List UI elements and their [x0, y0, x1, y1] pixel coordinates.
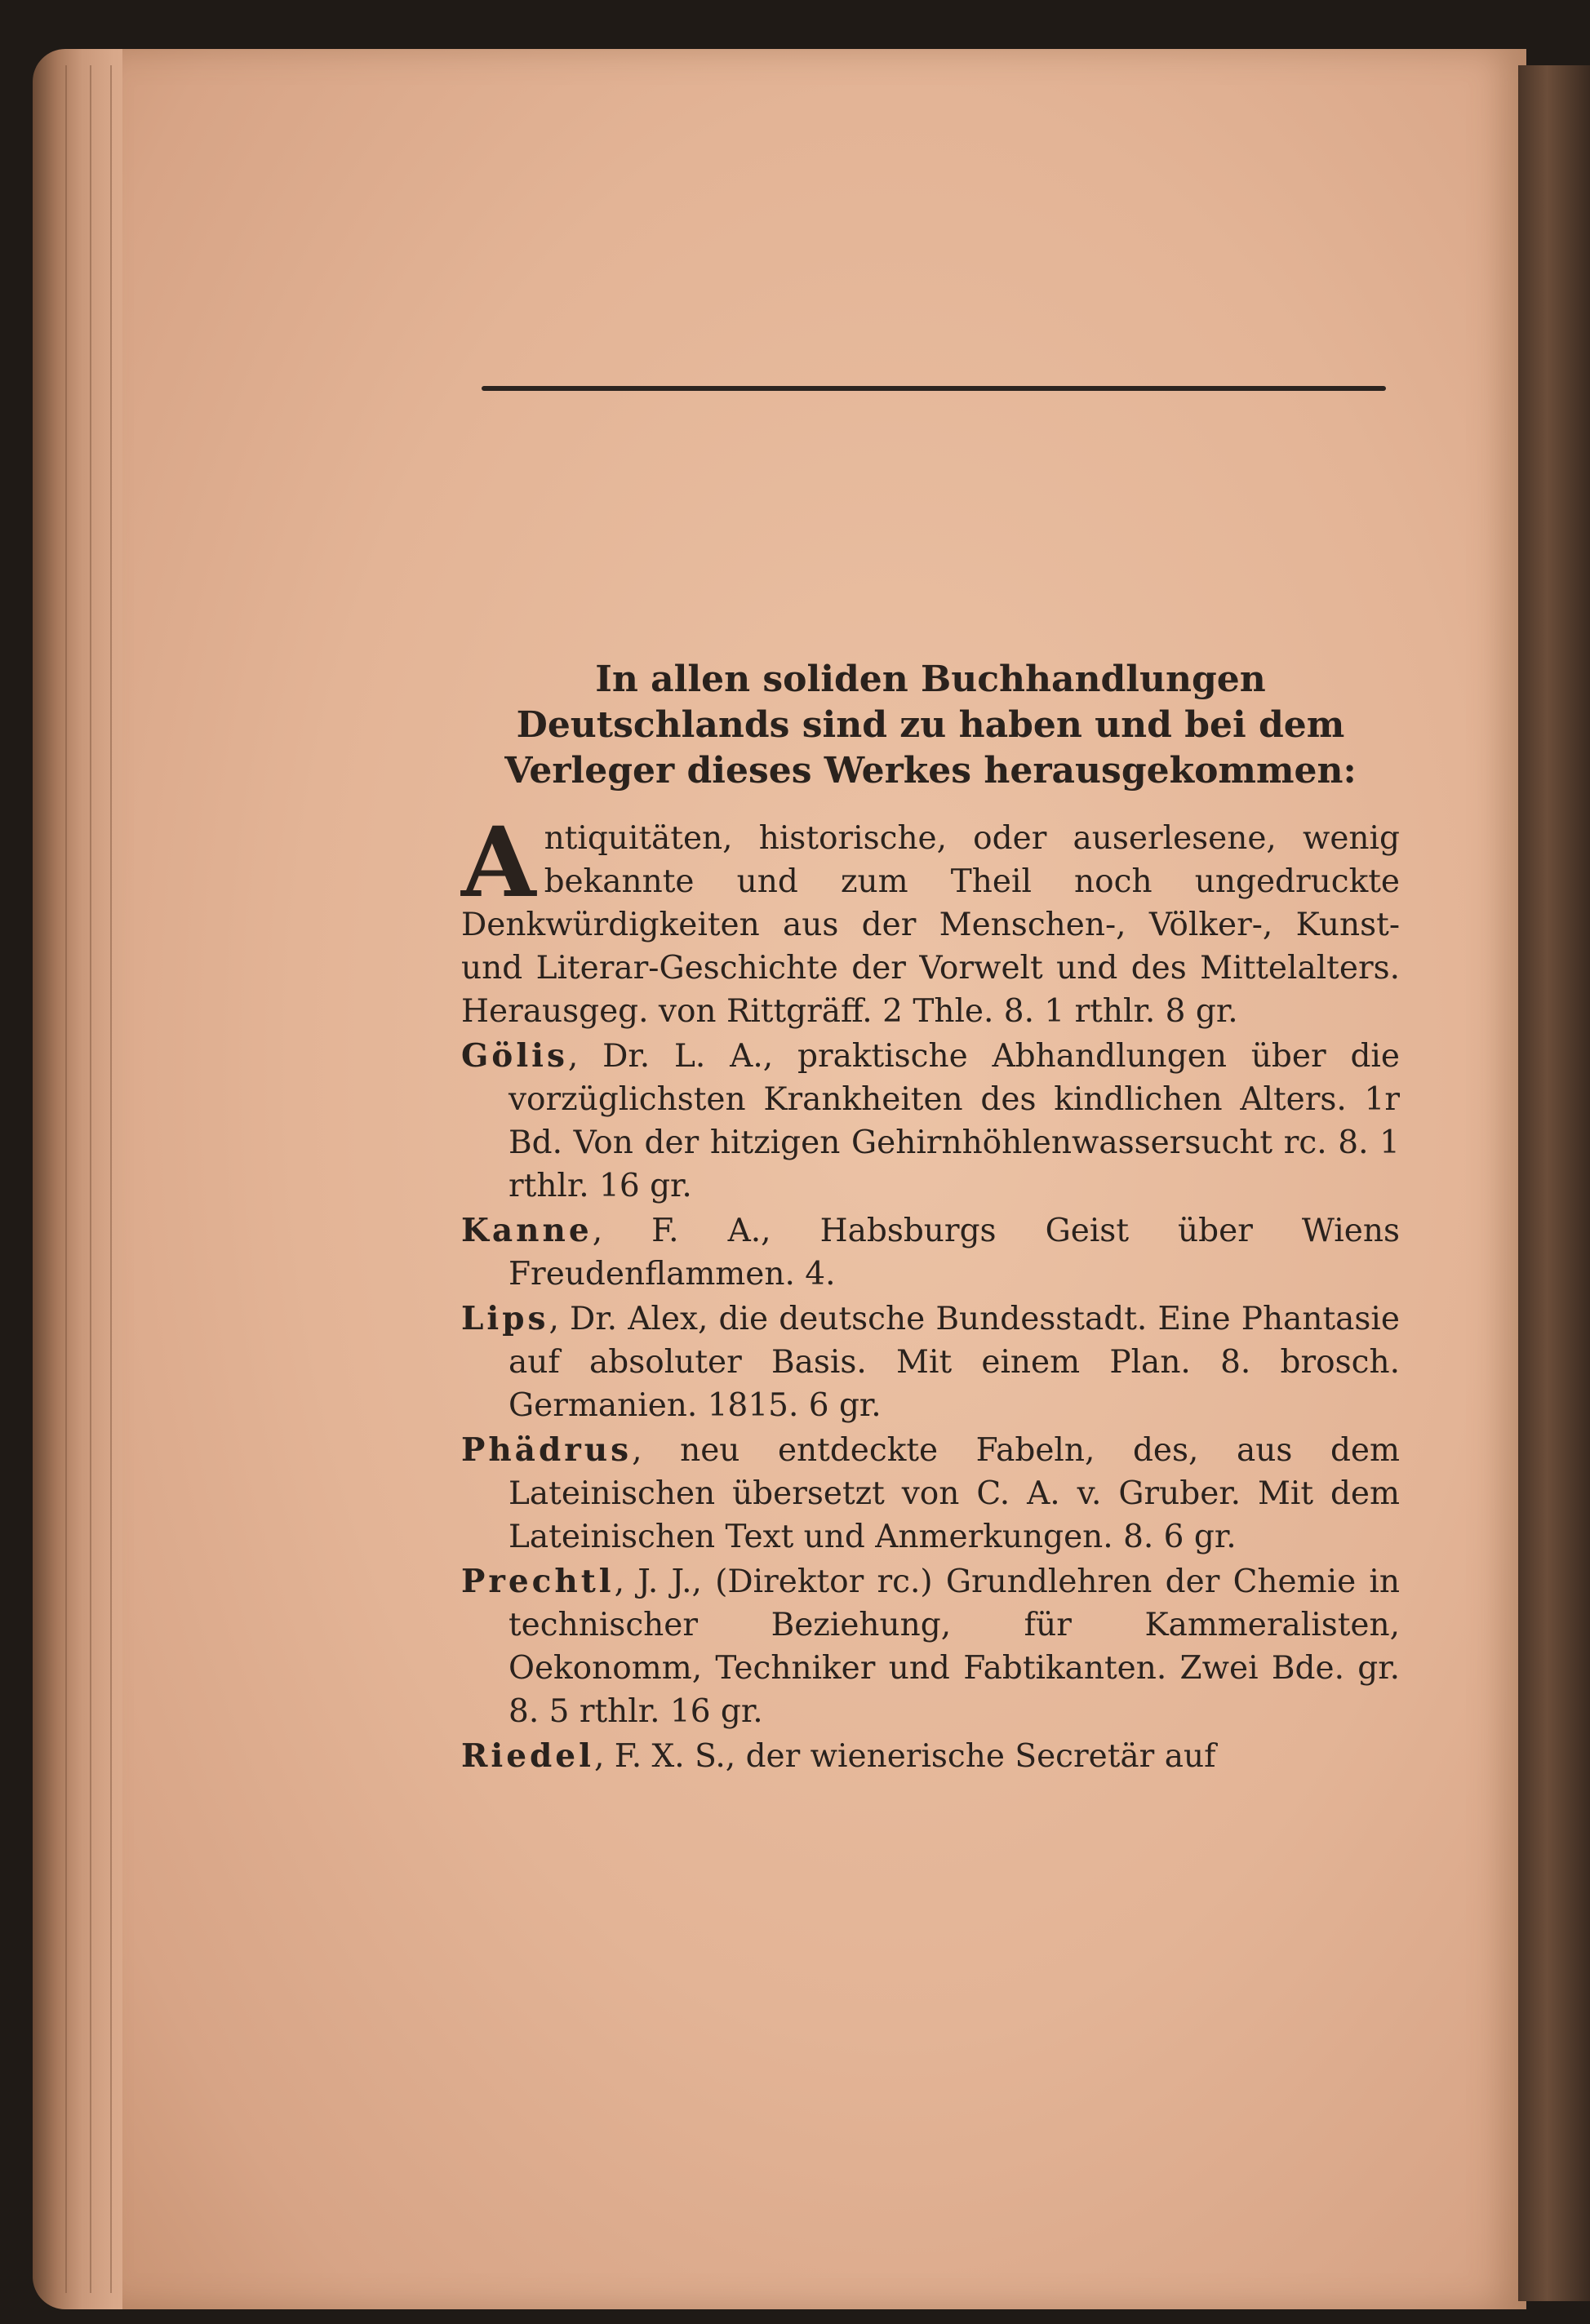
entry-author: Lips: [461, 1300, 549, 1337]
entry-riedel: [461, 1735, 1400, 1778]
entry-author: Gölis: [461, 1037, 568, 1075]
entry-text: , Dr. L. A., praktische Abhandlungen über die vorzüglichsten Krankheiten des kindlichen Alters. 1r Bd. Von der hitzigen Gehirnhöhlenwassersucht rc. 8. 1 rthlr. 16 gr.: [509, 1038, 1400, 1204]
entry-text: , J. J., (Direktor rc.) Grundlehren der Chemie in technischer Beziehung, für Kammeralisten, Oekonomm, Techniker und Fabtikanten. Zwei Bde. gr. 8. 5 rthlr. 16 gr.: [509, 1563, 1400, 1730]
book-spine: [1518, 65, 1590, 2301]
entry-lips: [461, 1297, 1400, 1427]
page-content: [461, 657, 1400, 1780]
entry-text: , Dr. Alex, die deutsche Bundesstadt. Eine Phantasie auf absoluter Basis. Mit einem Plan. 8. brosch. Germanien. 1815. 6 gr.: [509, 1301, 1400, 1424]
intro-heading: In allen soliden Buchhandlungen Deutschlands sind zu haben und bei dem Verleger dieses Werkes herausgekommen:: [504, 659, 1357, 792]
entry-text: , F. X. S., der wienerische Secretär auf: [593, 1738, 1216, 1775]
entry-text: , neu entdeckte Fabeln, des, aus dem Lateinischen übersetzt von C. A. v. Gruber. Mit dem Lateinischen Text und Anmerkungen. 8. 6 gr.: [509, 1432, 1400, 1555]
entry-goelis: [461, 1035, 1400, 1208]
entry-author: Phädrus: [461, 1431, 633, 1469]
entry-author: Prechtl: [461, 1563, 615, 1600]
entry-author: Riedel: [461, 1737, 594, 1775]
entry-author: Kanne: [461, 1212, 593, 1249]
header-rule: [482, 386, 1386, 391]
entry-kanne: [461, 1209, 1400, 1296]
entry-text: , F. A., Habsburgs Geist über Wiens Freudenflammen. 4.: [509, 1213, 1400, 1293]
entry-prechtl: [461, 1560, 1400, 1733]
drop-cap: A: [461, 805, 536, 919]
entry-text: ntiquitäten, historische, oder auserlesene, wenig bekannte und zum Theil noch ungedruckte Denkwürdigkeiten aus der Menschen-, Völker-, Kunst- und Literar-Geschichte der Vorwelt und des Mittelalters. Herausgeg. von Rittgräff. 2 Thle. 8. 1 rthlr. 8 gr.: [461, 820, 1400, 1030]
entry-antiquitaeten: [461, 805, 1400, 1033]
entry-phaedrus: [461, 1429, 1400, 1559]
